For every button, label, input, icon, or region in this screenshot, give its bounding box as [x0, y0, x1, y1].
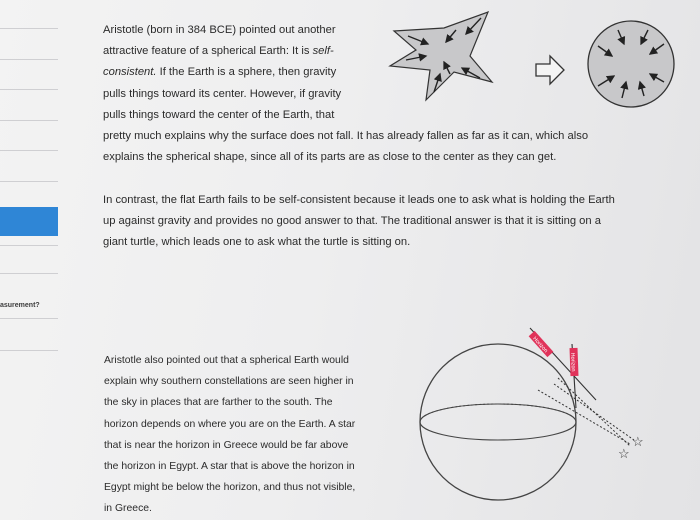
- text-line: Egypt might be below the horizon, and thus not visible,: [104, 482, 356, 494]
- italic-text: self-: [312, 45, 334, 58]
- text-line: explain why southern constellations are seen higher in: [104, 376, 354, 388]
- italic-text: consistent.: [103, 66, 157, 79]
- text-line: up against gravity and provides no good answer to that. The traditional answer is that it is sitting on a: [103, 215, 601, 228]
- margin-blue-tab[interactable]: [0, 207, 58, 236]
- paragraph-flat-earth: [103, 190, 668, 254]
- horizon-label-right: [569, 348, 578, 376]
- margin-cut-text: asurement?: [0, 302, 40, 309]
- text-line: in Greece.: [104, 503, 152, 515]
- star-icon: ☆: [618, 446, 630, 461]
- left-margin: [0, 0, 58, 520]
- svg-text:Horizon: Horizon: [569, 352, 576, 372]
- margin-rule: [0, 150, 58, 151]
- margin-rule: [0, 181, 58, 182]
- earth-sphere: [420, 344, 576, 500]
- sphere-shape: [588, 21, 674, 107]
- gravity-shape-figure: [386, 6, 676, 118]
- margin-rule: [0, 28, 58, 29]
- sight-line: [538, 390, 630, 444]
- horizon-label-left: [528, 331, 553, 357]
- margin-rule: [0, 318, 58, 319]
- irregular-mass-shape: [390, 12, 492, 100]
- text-line: consistent. If the Earth is a sphere, then gravity: [103, 66, 337, 79]
- hidden-back-arc: [420, 404, 576, 422]
- margin-rule: [0, 120, 58, 121]
- text-line: giant turtle, which leads one to ask what the turtle is sitting on.: [103, 236, 411, 249]
- margin-rule: [0, 59, 58, 60]
- text-line: Aristotle (born in 384 BCE) pointed out another: [103, 24, 336, 36]
- text-line: Aristotle also pointed out that a spherical Earth would: [104, 355, 349, 366]
- margin-rule: [0, 245, 58, 246]
- margin-rule: [0, 273, 58, 274]
- text-line: the sky in places that are farther to the south. The: [104, 397, 333, 409]
- text-line: horizon depends on where you are on the Earth. A star: [104, 418, 356, 430]
- sight-line: [554, 384, 634, 440]
- margin-rule: [0, 350, 58, 351]
- star-icon: ☆: [632, 434, 644, 449]
- hollow-right-arrow-icon: [536, 56, 564, 84]
- text-line: the horizon in Egypt. A star that is above the horizon in: [104, 461, 355, 473]
- margin-rule: [0, 89, 58, 90]
- text-line: In contrast, the flat Earth fails to be self-consistent because it leads one to ask what is holding the Earth: [103, 194, 615, 206]
- horizon-sphere-figure: [408, 322, 670, 520]
- text-line: explains the spherical shape, since all of its parts are as close to the center as they can get.: [103, 151, 557, 164]
- text-line: pretty much explains why the surface does not fall. It has already fallen as far as it can, which also: [103, 130, 589, 143]
- text-line: pulls things toward the center of the Earth, that: [103, 108, 335, 121]
- text-line: attractive feature of a spherical Earth: It is self-: [103, 45, 334, 58]
- text-line: pulls things toward its center. However, if gravity: [103, 87, 342, 100]
- paragraph-horizon: [104, 350, 404, 520]
- svg-text:Horizon: Horizon: [531, 335, 549, 355]
- text-line: that is near the horizon in Greece would be far above: [104, 439, 349, 451]
